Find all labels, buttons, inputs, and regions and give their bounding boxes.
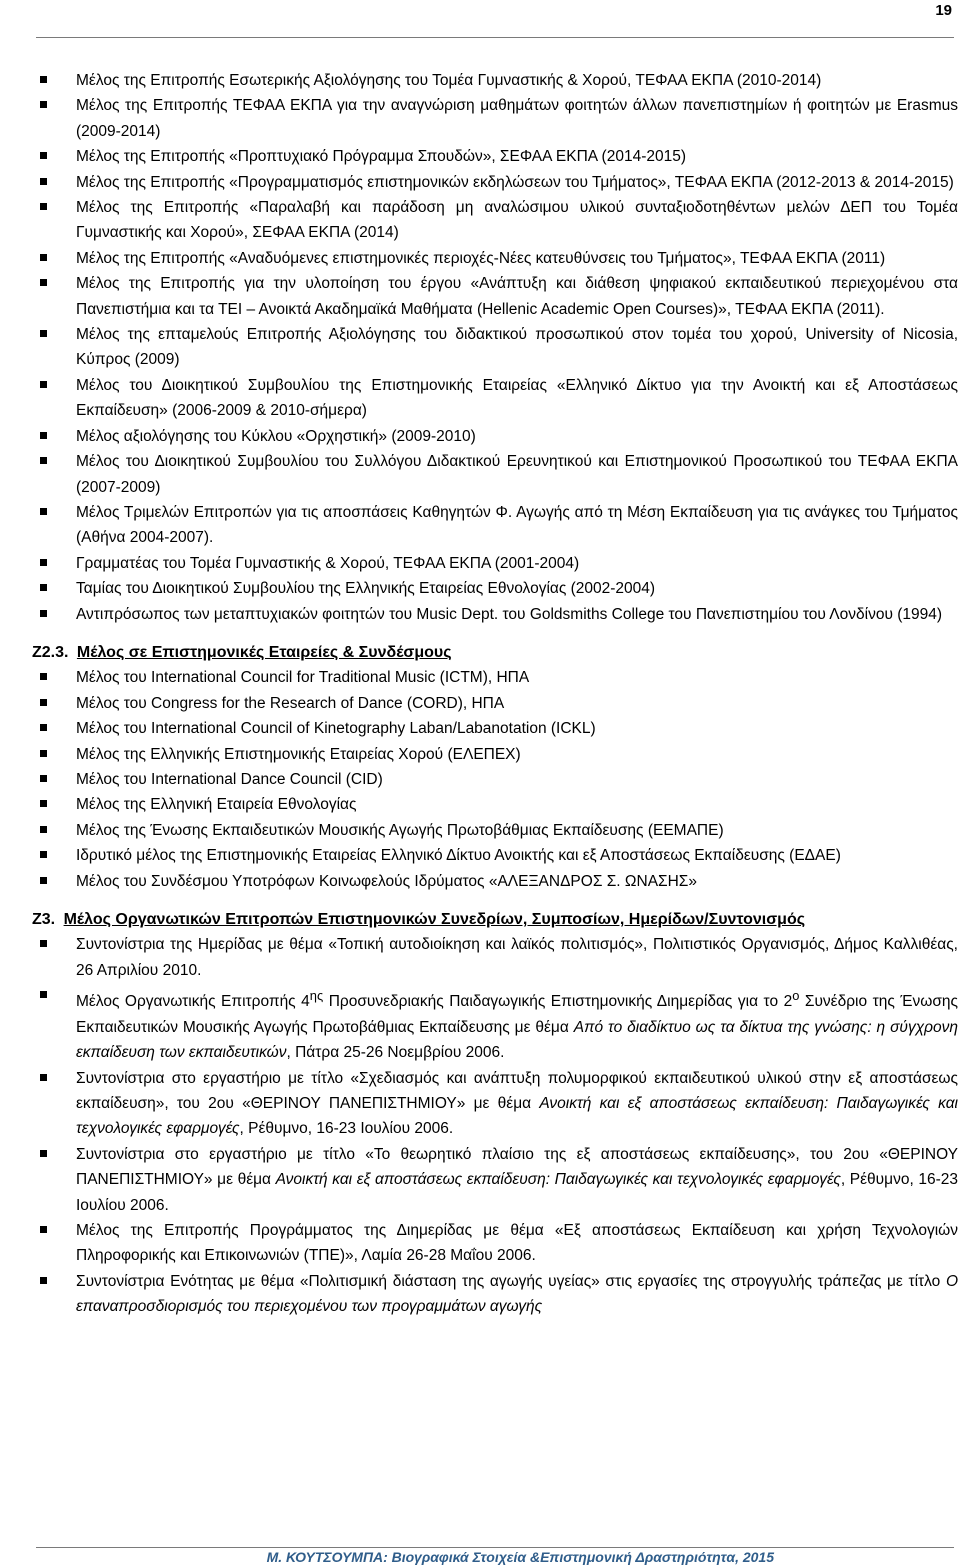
list-item-text: Μέλος του Congress for the Research of Dance (CORD), ΗΠΑ xyxy=(76,694,505,712)
list-item-text: Μέλος της Επιτροπής «Αναδυόμενες επιστημονικές περιοχές-Νέες κατευθύνσεις του Τμήματος», ΤΕΦΑΑ ΕΚΠΑ (2011) xyxy=(76,249,886,267)
square-bullet-icon xyxy=(40,178,47,185)
square-bullet-icon xyxy=(40,432,47,439)
section-heading-z2-3 xyxy=(32,640,958,665)
italic-title: Ανοικτή και εξ αποστάσεως εκπαίδευση: Παιδαγωγικές και τεχνολογικές εφαρμογές xyxy=(76,1095,958,1138)
italic-title: Ο επαναπροσδιορισμός του περιεχομένου των προγραμμάτων αγωγής xyxy=(76,1272,958,1316)
section-title: Μέλος Οργανωτικών Επιτροπών Επιστημονικών Συνεδρίων, Συμποσίων, Ημερίδων/Συντονισμός xyxy=(63,911,806,928)
list-item xyxy=(38,1269,958,1320)
list-item xyxy=(38,818,958,843)
list-item-text: Μέλος της Ελληνική Εταιρεία Εθνολογίας xyxy=(76,796,357,814)
list-item xyxy=(38,665,958,690)
list-item-text: Συντονίστρια Ενότητας με θέμα «Πολιτισμική διάσταση της αγωγής υγείας» στις εργασίες της στρογγυλής τράπεζας με τίτλο xyxy=(76,1272,946,1290)
list-item-text: Συντονίστρια της Ημερίδας με θέμα «Τοπική αυτοδιοίκηση και λαϊκός πολιτισμός», Πολιτιστικός Οργανισμός, Δήμος Καλλιθέας, 26 Απριλίου 2010. xyxy=(76,936,958,979)
square-bullet-icon xyxy=(40,750,47,757)
square-bullet-icon xyxy=(40,699,47,706)
list-item xyxy=(38,1066,958,1142)
list-item xyxy=(38,869,958,894)
list-item-text: Μέλος της Επιτροπής Προγράμματος της Διημερίδας με θέμα «Εξ αποστάσεως Εκπαίδευση και χρήση Τεχνολογιών Πληροφορικής και Επικοινωνιών (ΤΠΕ)», Λαμία 26-28 Μαΐου 2006. xyxy=(76,1222,958,1265)
list-item-text: Μέλος της Ελληνικής Επιστημονικής Εταιρείας Χορού (ΕΛΕΠΕΧ) xyxy=(76,745,521,763)
list-item-text: Συντονίστρια στο εργαστήριο με τίτλο «Το θεωρητικό πλαίσιο της εξ αποστάσεως εκπαίδευσης», του 2ου «ΘΕΡΙΝΟΥ ΠΑΝΕΠΙΣΤΗΜΙΟΥ» με θέμα xyxy=(76,1145,958,1189)
list-item-text: , Πάτρα 25-26 Νοεμβρίου 2006. xyxy=(286,1044,505,1062)
list-item xyxy=(38,322,958,373)
section-number: Ζ2.3. xyxy=(32,643,69,661)
list-item xyxy=(38,1218,958,1269)
square-bullet-icon xyxy=(40,457,47,464)
list-item xyxy=(38,449,958,500)
committee-membership-list xyxy=(38,68,958,627)
square-bullet-icon xyxy=(40,381,47,388)
list-item-text: Μέλος του International Council of Kinetography Laban/Labanotation (ICKL) xyxy=(76,720,596,738)
list-item xyxy=(38,602,958,627)
list-item-text: Μέλος Τριμελών Επιτροπών για τις αποσπάσεις Καθηγητών Φ. Αγωγής από τη Μέση Εκπαίδευση για τις ανάγκες του Τμήματος (Αθήνα 2004-2007). xyxy=(76,503,958,547)
square-bullet-icon xyxy=(40,330,47,337)
list-item-text: Αντιπρόσωπος των μεταπτυχιακών φοιτητών του Music Dept. του Goldsmiths College του Πανεπιστημίου του Λονδίνου (1994) xyxy=(76,605,943,623)
square-bullet-icon xyxy=(40,508,47,515)
list-item-text: Συντονίστρια στο εργαστήριο με τίτλο «Σχεδιασμός και ανάπτυξη πολυμορφικού εκπαιδευτικού υλικού στην εξ αποστάσεως εκπαίδευση», του 2ου «ΘΕΡΙΝΟΥ ΠΑΝΕΠΙΣΤΗΜΙΟΥ» με θέμα xyxy=(76,1069,958,1112)
square-bullet-icon xyxy=(40,724,47,731)
list-item xyxy=(38,246,958,271)
page-number: 19 xyxy=(935,2,952,19)
square-bullet-icon xyxy=(40,559,47,566)
square-bullet-icon xyxy=(40,1277,47,1284)
list-item-text: , Ρέθυμνο, 16-23 Ιουλίου 2006. xyxy=(76,1171,958,1214)
list-item-text: Γραμματέας του Τομέα Γυμναστικής & Χορού, ΤΕΦΑΑ ΕΚΠΑ (2001-2004) xyxy=(76,554,580,572)
list-item-text: Μέλος της Επιτροπής ΤΕΦΑΑ ΕΚΠΑ για την αναγνώριση μαθημάτων φοιτητών άλλων πανεπιστημίων ή φοιτητών με Erasmus (2009-2014) xyxy=(76,97,958,140)
organizing-committee-list xyxy=(38,932,958,1319)
list-item-text: Μέλος Οργανωτικής Επιτροπής 4 xyxy=(76,993,310,1011)
footer-rule xyxy=(36,1547,954,1548)
list-item xyxy=(38,932,958,983)
list-item-text: Μέλος του Διοικητικού Συμβουλίου του Συλλόγου Διδακτικού Ερευνητικού και Επιστημονικού Προσωπικού του ΤΕΦΑΑ ΕΚΠΑ (2007-2009) xyxy=(76,453,958,496)
list-item-text: Μέλος του International Council for Traditional Music (ICTM), ΗΠΑ xyxy=(76,669,530,687)
list-item-text: Συνέδριο της Ένωσης Εκπαιδευτικών Μουσικής Αγωγής Πρωτοβάθμιας Εκπαίδευσης με θέμα xyxy=(76,993,958,1036)
square-bullet-icon xyxy=(40,203,47,210)
list-item-text: Ταμίας του Διοικητικού Συμβουλίου της Ελληνικής Εταιρείας Εθνολογίας (2002-2004) xyxy=(76,580,656,598)
square-bullet-icon xyxy=(40,673,47,680)
list-item xyxy=(38,271,958,322)
list-item-text: Μέλος της Επιτροπής Εσωτερικής Αξιολόγησης του Τομέα Γυμναστικής & Χορού, ΤΕΦΑΑ ΕΚΠΑ (2010-2014) xyxy=(76,72,822,89)
list-item xyxy=(38,843,958,868)
list-item xyxy=(38,691,958,716)
header-rule xyxy=(36,37,954,38)
square-bullet-icon xyxy=(40,1074,47,1081)
square-bullet-icon xyxy=(40,279,47,286)
italic-title: Ανοικτή και εξ αποστάσεως εκπαίδευση: Παιδαγωγικές και τεχνολογικές εφαρμογές xyxy=(275,1171,841,1189)
square-bullet-icon xyxy=(40,76,47,83)
square-bullet-icon xyxy=(40,101,47,108)
society-membership-list xyxy=(38,665,958,894)
list-item xyxy=(38,424,958,449)
list-item-text: Μέλος της Επιτροπής «Προγραμματισμός επιστημονικών εκδηλώσεων του Τμήματος», ΤΕΦΑΑ ΕΚΠΑ (2012-2013 & 2014-2015) xyxy=(76,173,954,191)
list-item-text: Μέλος της Επιτροπής «Παραλαβή και παράδοση μη αναλώσιμου υλικού συνταξιοδοτηθέντων μελών ΔΕΠ του Τομέα Γυμναστικής και Χορού», ΣΕΦΑΑ ΕΚΠΑ (2014) xyxy=(76,199,958,242)
list-item xyxy=(38,551,958,576)
list-item xyxy=(38,68,958,93)
ordinal-suffix: ο xyxy=(792,988,800,1004)
list-item xyxy=(38,1142,958,1218)
list-item-text: Μέλος αξιολόγησης του Κύκλου «Ορχηστική» (2009-2010) xyxy=(76,427,476,445)
list-item-text: Μέλος της Επιτροπής για την υλοποίηση του έργου «Ανάπτυξη και διάθεση ψηφιακού εκπαιδευτικού περιεχομένου στα Πανεπιστήμια και τα ΤΕΙ – Ανοικτά Ακαδημαϊκά Μαθήματα (Hellenic Academic Open Courses)», ΤΕΦΑΑ ΕΚΠΑ (2011). xyxy=(76,275,958,318)
list-item xyxy=(38,195,958,246)
square-bullet-icon xyxy=(40,254,47,261)
page-content xyxy=(32,68,959,1320)
square-bullet-icon xyxy=(40,826,47,833)
section-title: Μέλος σε Επιστημονικές Εταιρείες & Συνδέσμους xyxy=(76,643,452,661)
ordinal-suffix: ης xyxy=(309,988,324,1004)
square-bullet-icon xyxy=(40,775,47,782)
list-item xyxy=(38,576,958,601)
list-item-text: Προσυνεδριακής Παιδαγωγικής Επιστημονικής Διημερίδας για το 2 xyxy=(323,993,793,1011)
list-item xyxy=(38,93,958,144)
list-item-text: Μέλος του Διοικητικού Συμβουλίου της Επιστημονικής Εταιρείας «Ελληνικό Δίκτυο για την Ανοικτή και εξ Αποστάσεως Εκπαίδευση» (2006-2009 & 2010-σήμερα) xyxy=(76,376,958,420)
square-bullet-icon xyxy=(40,152,47,159)
list-item-text: Μέλος της Επιτροπής «Προπτυχιακό Πρόγραμμα Σπουδών», ΣΕΦΑΑ ΕΚΠΑ (2014-2015) xyxy=(76,148,687,166)
page-footer: Μ. ΚΟΥΤΣΟΥΜΠΑ: Βιογραφικά Στοιχεία &Επιστημονική Δραστηριότητα, 2015 xyxy=(266,1549,774,1565)
list-item xyxy=(38,500,958,551)
square-bullet-icon xyxy=(40,1226,47,1233)
list-item xyxy=(38,716,958,741)
square-bullet-icon xyxy=(40,610,47,617)
list-item xyxy=(38,170,958,195)
square-bullet-icon xyxy=(40,877,47,884)
list-item xyxy=(38,767,958,792)
square-bullet-icon xyxy=(40,991,47,998)
list-item-text: Ιδρυτικό μέλος της Επιστημονικής Εταιρείας Ελληνικό Δίκτυο Ανοικτής και εξ Αποστάσεως Εκπαίδευσης (ΕΔΑΕ) xyxy=(76,847,841,865)
square-bullet-icon xyxy=(40,940,47,947)
list-item xyxy=(38,373,958,424)
list-item xyxy=(38,792,958,817)
square-bullet-icon xyxy=(40,851,47,858)
list-item-text: Μέλος του International Dance Council (CID) xyxy=(76,770,383,788)
list-item xyxy=(38,742,958,767)
italic-title: Από το διαδίκτυο ως τα δίκτυα της γνώσης: η σύγχρονη εκπαίδευση των εκπαιδευτικών xyxy=(76,1018,959,1062)
square-bullet-icon xyxy=(40,800,47,807)
square-bullet-icon xyxy=(40,1150,47,1157)
list-item xyxy=(38,144,958,169)
list-item-text: Μέλος του Συνδέσμου Υποτρόφων Κοινωφελούς Ιδρύματος «ΑΛΕΞΑΝΔΡΟΣ Σ. ΩΝΑΣΗΣ» xyxy=(76,872,698,890)
list-item-text: Μέλος της επταμελούς Επιτροπής Αξιολόγησης του διδακτικού προσωπικού στον τομέα του χορού, University of Nicosia, Κύπρος (2009) xyxy=(76,326,958,369)
section-number: Ζ3. xyxy=(32,911,56,928)
square-bullet-icon xyxy=(40,584,47,591)
list-item-text: Μέλος της Ένωσης Εκπαιδευτικών Μουσικής Αγωγής Πρωτοβάθμιας Εκπαίδευσης (ΕΕΜΑΠΕ) xyxy=(76,821,724,839)
section-heading-z3 xyxy=(32,907,958,932)
list-item xyxy=(38,983,958,1065)
list-item-text: , Ρέθυμνο, 16-23 Ιουλίου 2006. xyxy=(239,1120,454,1138)
